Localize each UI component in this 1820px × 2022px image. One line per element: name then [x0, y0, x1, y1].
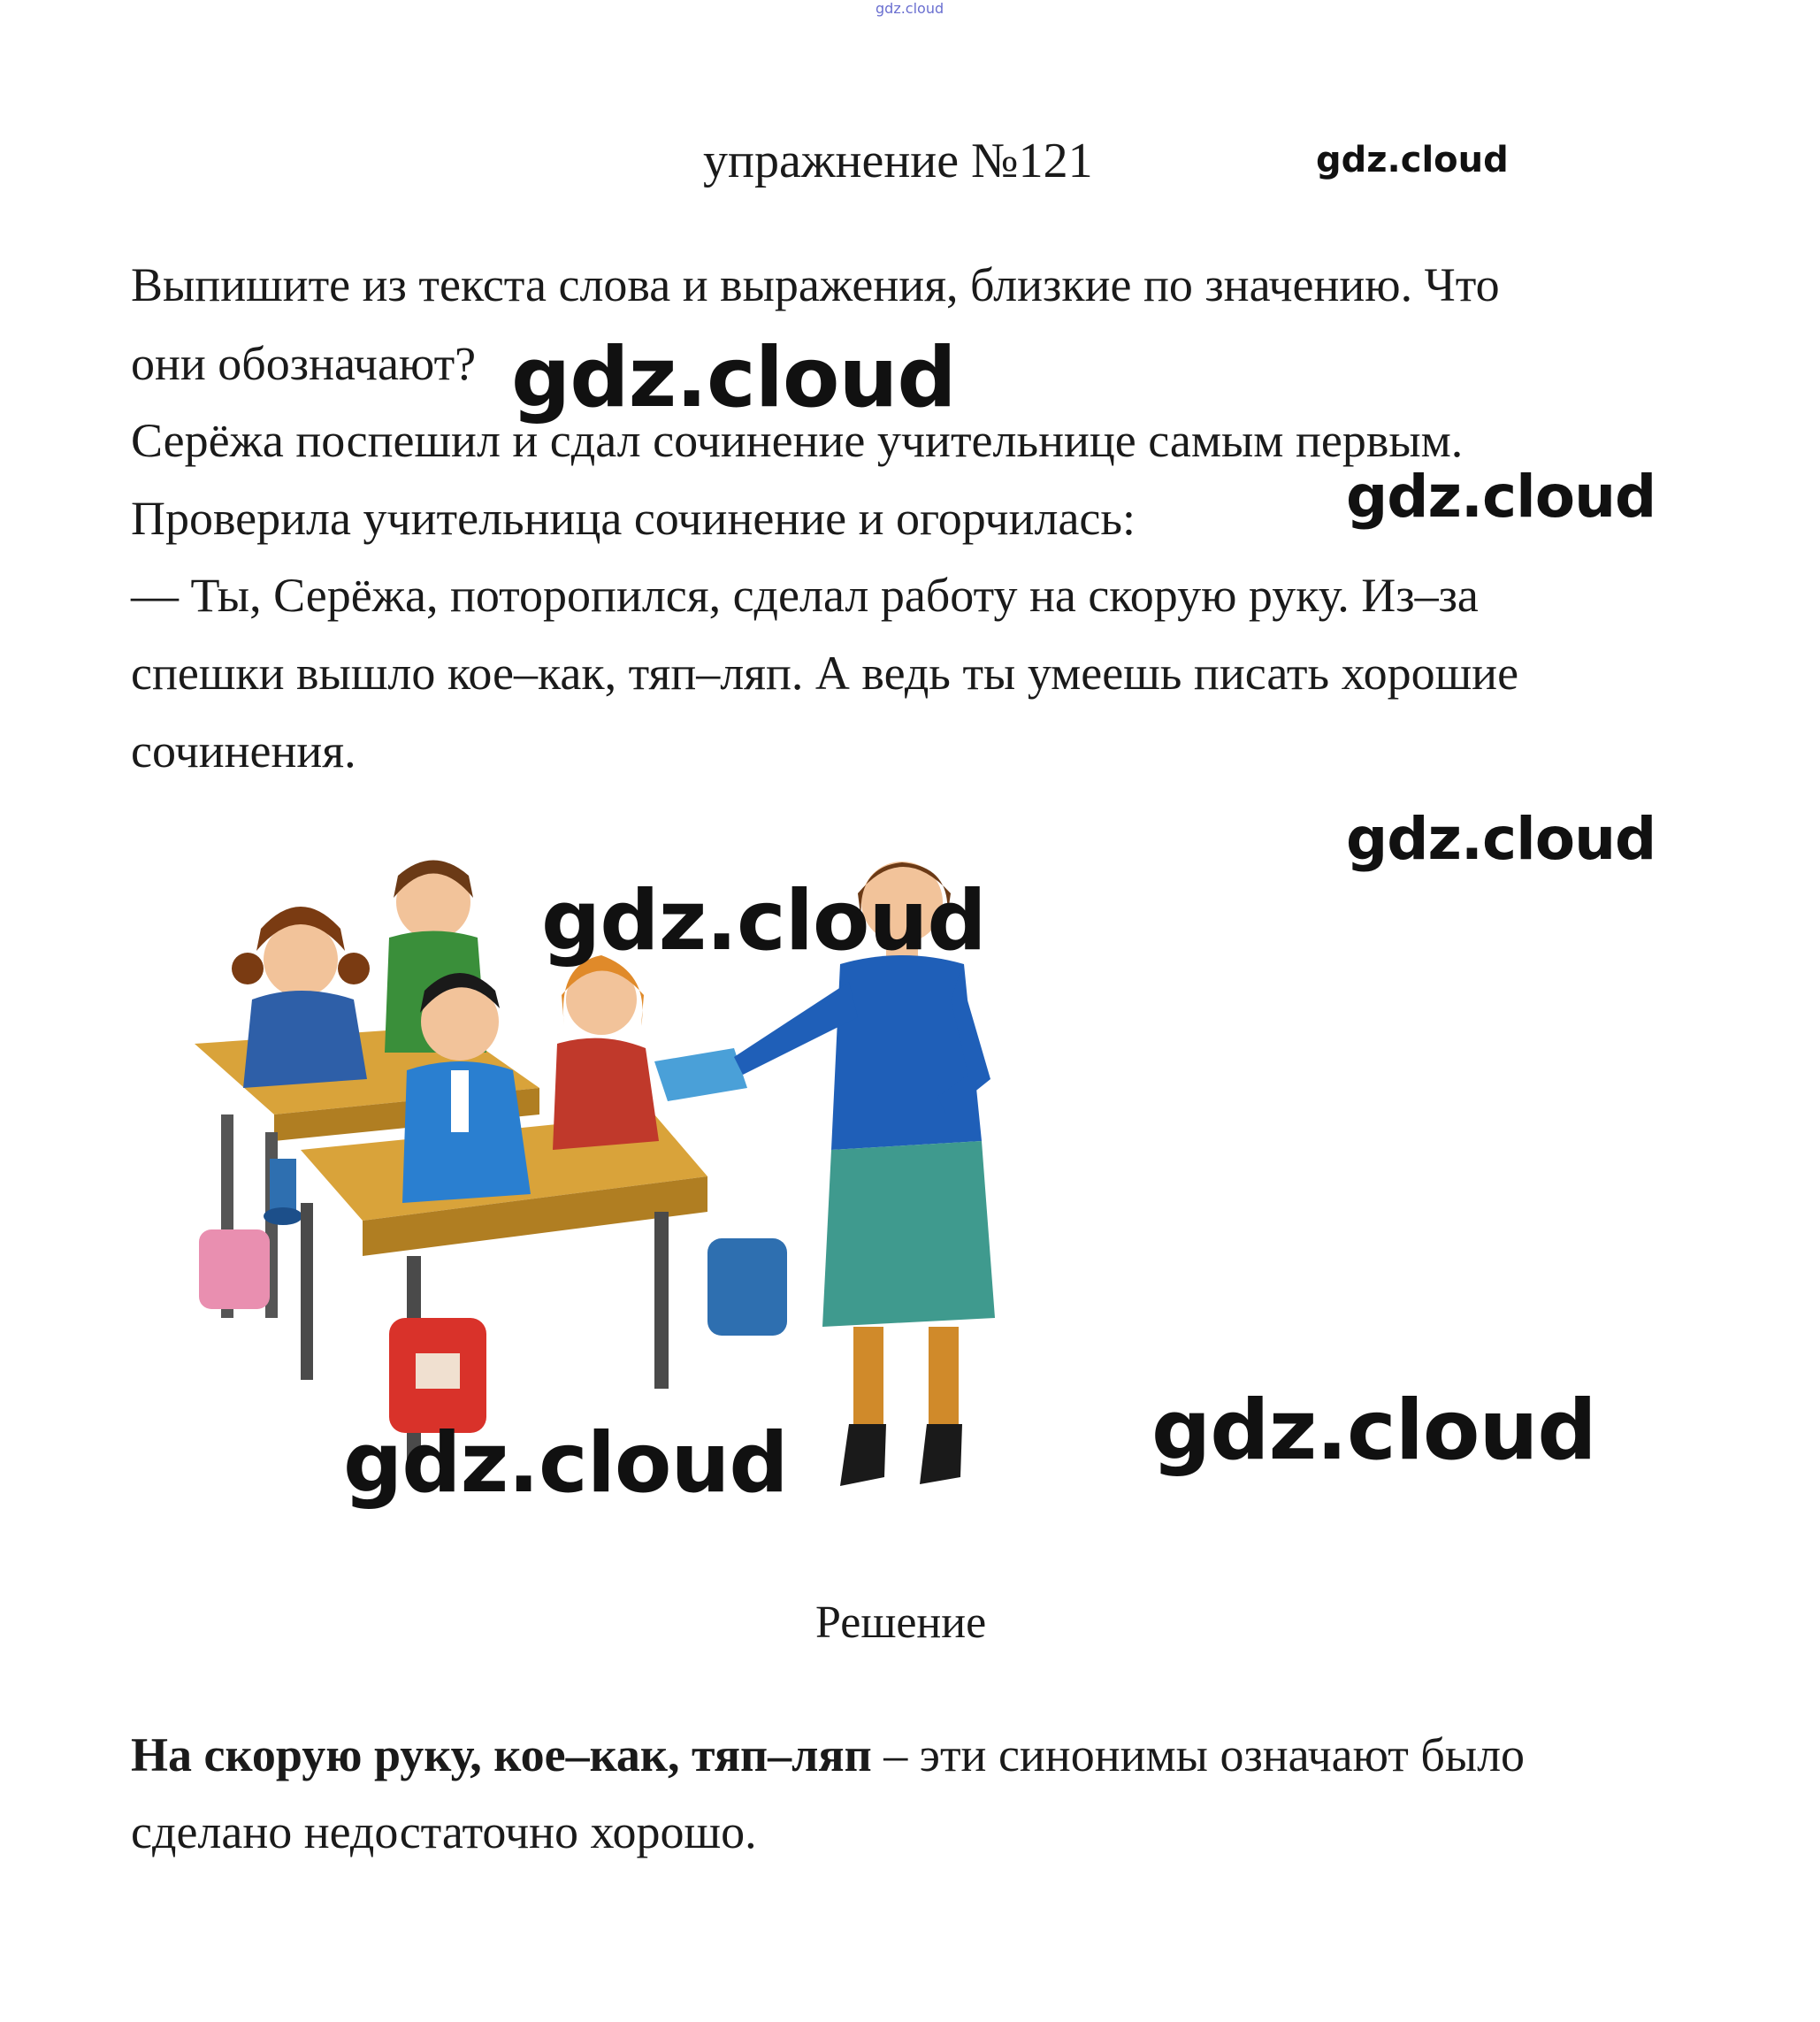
bag-pink — [199, 1229, 270, 1309]
answer-line-1 — [131, 1727, 1525, 1782]
top-watermark: gdz.cloud — [876, 0, 944, 17]
task-line-4: Проверила учительница сочинение и огорчилась: — [131, 492, 1136, 545]
bag-blue — [707, 1238, 787, 1336]
title-watermark: gdz.cloud — [1316, 140, 1509, 180]
watermark: gdz.cloud — [1151, 1382, 1596, 1479]
task-line-1: Выпишите из текста слова и выражения, близкие по значению. Что — [131, 258, 1500, 311]
answer-rest: – эти синонимы означают было — [871, 1728, 1526, 1781]
watermark: gdz.cloud — [511, 330, 956, 426]
watermark: gdz.cloud — [541, 873, 986, 969]
watermark: gdz.cloud — [1346, 805, 1656, 873]
task-line-3: Серёжа поспешил и сдал сочинение учительнице самым первым. — [131, 414, 1464, 467]
task-line-5: — Ты, Серёжа, поторопился, сделал работу на скорую руку. Из–за — [131, 569, 1479, 622]
solution-heading: Решение — [815, 1597, 987, 1648]
task-line-7: сочинения. — [131, 724, 356, 777]
notebook — [654, 1048, 747, 1101]
answer-bold: На скорую руку, кое–как, тяп–ляп — [131, 1728, 872, 1781]
task-line-6: спешки вышло кое–как, тяп–ляп. А ведь ты умеешь писать хорошие — [131, 647, 1519, 700]
watermark: gdz.cloud — [1346, 463, 1656, 531]
page-title: упражнение №121 — [703, 134, 1093, 188]
student-girl-red — [553, 955, 659, 1150]
watermark: gdz.cloud — [343, 1415, 788, 1512]
answer-line-2: сделано недостаточно хорошо. — [131, 1805, 757, 1858]
student-boy-blue — [402, 973, 531, 1203]
task-line-2: они обозначают? — [131, 337, 477, 390]
